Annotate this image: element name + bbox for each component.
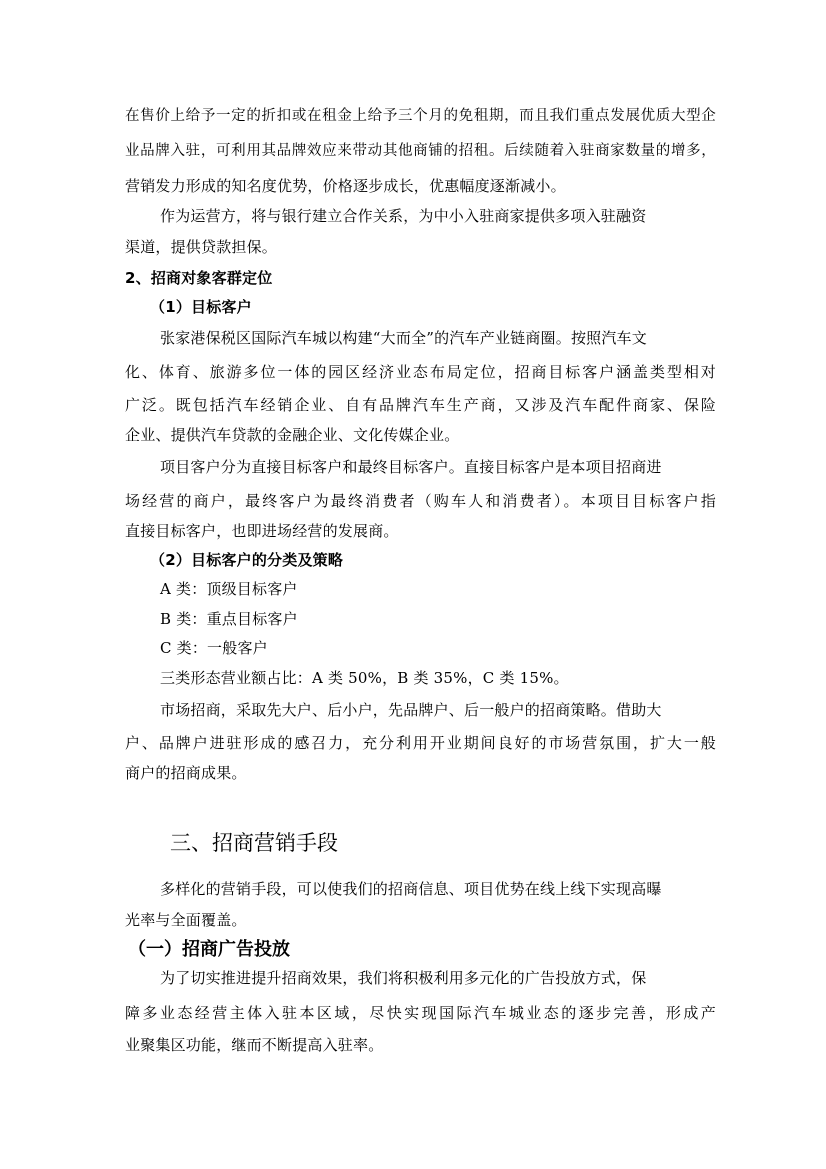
paragraph-line: 化、体育、旅游多位一体的园区经济业态布局定位，招商目标客户涵盖类型相对 xyxy=(125,363,716,381)
chapter-heading: 三、招商营销手段 xyxy=(170,831,338,855)
class-item: A 类：顶级目标客户 xyxy=(160,580,298,598)
class-item: B 类：重点目标客户 xyxy=(160,610,298,628)
paragraph-line: 张家港保税区国际汽车城以构建“大而全”的汽车产业链商圈。按照汽车文 xyxy=(160,329,647,347)
paragraph-line: 多样化的营销手段，可以使我们的招商信息、项目优势在线上线下实现高曝 xyxy=(160,880,662,898)
section-heading: 2、招商对象客群定位 xyxy=(125,269,273,287)
paragraph-line: 直接目标客户，也即进场经营的发展商。 xyxy=(125,522,399,540)
paragraph-line: 商户的招商成果。 xyxy=(125,764,247,782)
subsection-heading: （2）目标客户的分类及策略 xyxy=(150,551,344,569)
paragraph-line: 渠道，提供贷款担保。 xyxy=(125,238,278,256)
paragraph-line: 场经营的商户，最终客户为最终消费者（购车人和消费者）。本项目目标客户指 xyxy=(125,492,716,510)
subsection-heading: （1）目标客户 xyxy=(150,298,252,316)
ratio-line: 三类形态营业额占比：A 类 50%，B 类 35%，C 类 15%。 xyxy=(160,669,569,687)
paragraph-line: 广泛。既包括汽车经销企业、自有品牌汽车生产商，又涉及汽车配件商家、保险 xyxy=(125,396,716,414)
paragraph-line: 户、品牌户进驻形成的感召力，充分利用开业期间良好的市场营氛围，扩大一般 xyxy=(125,734,716,752)
paragraph-line: 市场招商，采取先大户、后小户，先品牌户、后一般户的招商策略。借助大 xyxy=(160,701,662,719)
paragraph-line: 为了切实推进提升招商效果，我们将积极利用多元化的广告投放方式，保 xyxy=(160,969,647,987)
paragraph-line: 作为运营方，将与银行建立合作关系，为中小入驻商家提供多项入驻融资 xyxy=(160,207,647,225)
paragraph-line: 障多业态经营主体入驻本区域，尽快实现国际汽车城业态的逐步完善，形成产 xyxy=(125,1004,716,1022)
paragraph-line: 光率与全面覆盖。 xyxy=(125,911,247,929)
paragraph-line: 企业、提供汽车贷款的金融企业、文化传媒企业。 xyxy=(125,426,460,444)
paragraph-line: 业品牌入驻，可利用其品牌效应来带动其他商铺的招租。后续随着入驻商家数量的增多， xyxy=(125,143,716,159)
paragraph-line: 业聚集区功能，继而不断提高入驻率。 xyxy=(125,1036,384,1054)
paragraph-line: 项目客户分为直接目标客户和最终目标客户。直接目标客户是本项目招商进 xyxy=(160,458,662,476)
class-item: C 类：一般客户 xyxy=(160,639,268,657)
section-heading: （一）招商广告投放 xyxy=(128,939,290,960)
paragraph-line: 在售价上给予一定的折扣或在租金上给予三个月的免租期，而且我们重点发展优质大型企 xyxy=(125,108,716,124)
paragraph-line: 营销发力形成的知名度优势，价格逐步成长，优惠幅度逐渐减小。 xyxy=(125,177,566,195)
